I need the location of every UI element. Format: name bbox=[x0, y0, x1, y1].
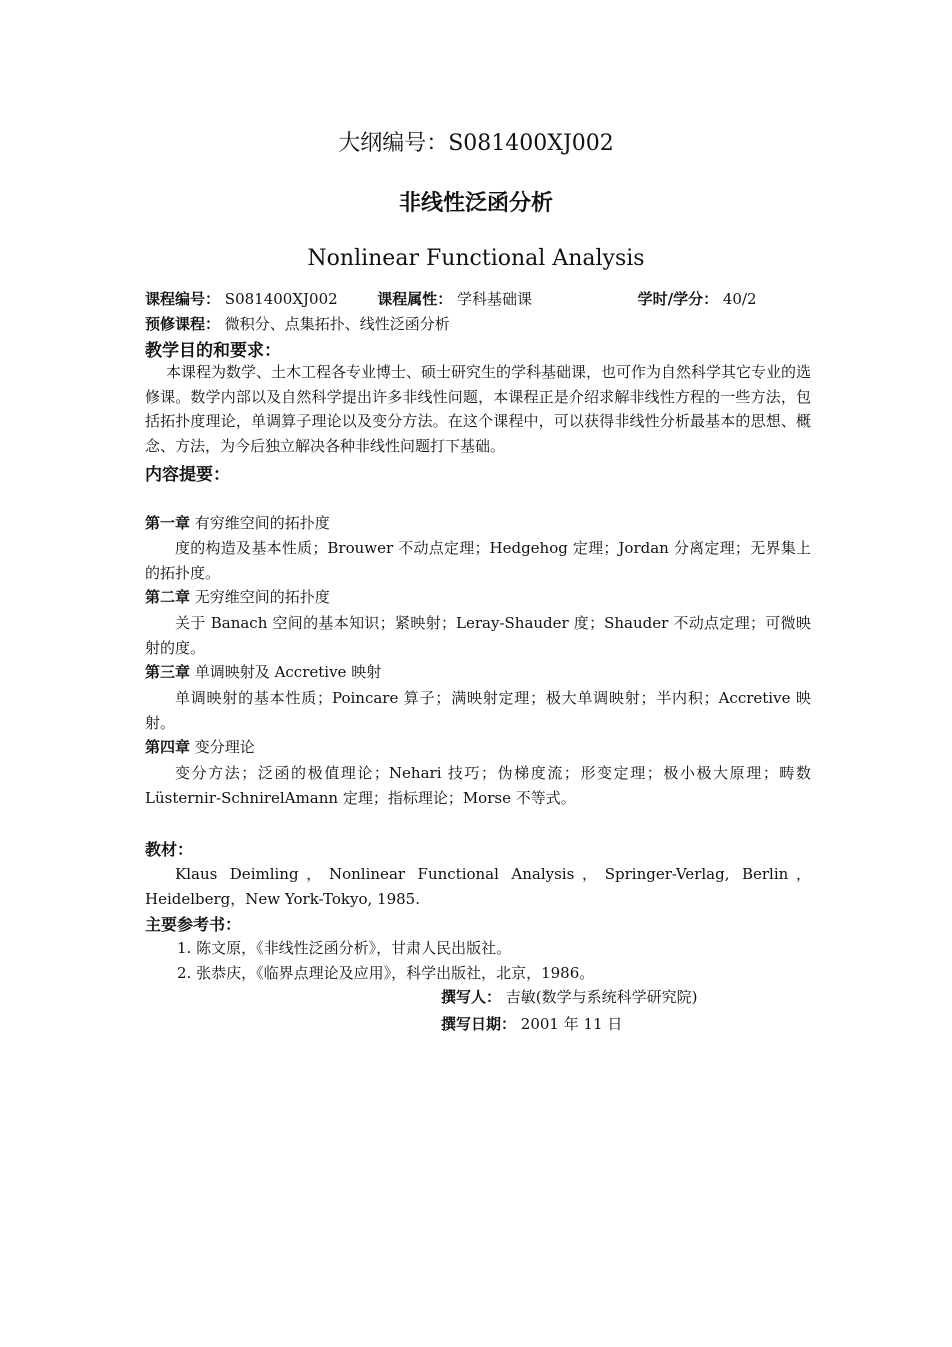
chapter-4-title: 变分理论 bbox=[194, 738, 255, 756]
chapter-1-title: 有穷维空间的拓扑度 bbox=[194, 514, 330, 532]
objective-paragraph: 本课程为数学、土木工程各专业博士、硕士研究生的学科基础课，也可作为自然科学其它专业的选修课。数学内部以及自然科学提出许多非线性问题，本课程正是介绍求解非线性方程的一些方法，包括拓扑度理论，单调算子理论以及变分方法。在这个课程中，可以获得非线性分析最基本的思想、概念、方法，为今后独立解决各种非线性问题打下基础。 bbox=[145, 363, 812, 455]
chapter-2-text: 关于 Banach 空间的基本知识；紧映射；Leray-Shauder 度；Shauder 不动点定理；可微映射的度。 bbox=[145, 614, 811, 657]
reference-item-2: 2. 张恭庆，《临界点理论及应用》，科学出版社，北京，1986。 bbox=[177, 964, 595, 982]
course-code-value: S081400XJ002 bbox=[224, 290, 338, 308]
date-label: 撰写日期： bbox=[441, 1015, 517, 1033]
chapter-4-number: 第四章 bbox=[145, 738, 191, 756]
chapter-4-heading bbox=[145, 736, 255, 757]
chapter-2-heading bbox=[145, 586, 330, 607]
course-hours-value: 40/2 bbox=[722, 290, 757, 308]
references-heading: 主要参考书： bbox=[145, 915, 242, 934]
author-label: 撰写人： bbox=[441, 988, 502, 1006]
chapter-1-text: 度的构造及基本性质；Brouwer 不动点定理；Hedgehog 定理；Jordan 分离定理；无界集上的拓扑度。 bbox=[145, 539, 811, 582]
contents-heading: 内容提要： bbox=[145, 465, 230, 485]
author-value: 吉敏(数学与系统科学研究院) bbox=[505, 988, 698, 1006]
prerequisite-label: 预修课程： bbox=[145, 315, 221, 333]
course-title-en: Nonlinear Functional Analysis bbox=[307, 246, 645, 271]
chapter-3-text: 单调映射的基本性质；Poincare 算子；满映射定理；极大单调映射；半内积；Accretive 映射。 bbox=[145, 689, 811, 732]
course-meta-row bbox=[145, 288, 757, 309]
chapter-3-number: 第三章 bbox=[145, 663, 191, 681]
course-attribute-value: 学科基础课 bbox=[457, 290, 533, 308]
chapter-2-number: 第二章 bbox=[145, 588, 191, 606]
date-row bbox=[441, 1013, 622, 1034]
prerequisite-value: 微积分、点集拓扑、线性泛函分析 bbox=[224, 315, 450, 333]
reference-item-1: 1. 陈文原，《非线性泛函分析》，甘肃人民出版社。 bbox=[177, 939, 512, 957]
chapter-4-text: 变分方法；泛函的极值理论；Nehari 技巧；伪梯度流；形变定理；极小极大原理；畴数 Lüsternir-SchnirelAmann 定理；指标理论；Morse 不等式。 bbox=[145, 764, 811, 807]
objective-heading: 教学目的和要求： bbox=[145, 341, 281, 361]
chapter-1-heading bbox=[145, 512, 330, 533]
date-value: 2001 年 11 日 bbox=[520, 1015, 623, 1033]
syllabus-code-line: 大纲编号：S081400XJ002 bbox=[338, 131, 614, 156]
author-row bbox=[441, 986, 698, 1007]
textbook-text: Klaus Deimling，Nonlinear Functional Analysis，Springer-Verlag, Berlin，Heidelberg，New York-Tokyo, 1985. bbox=[145, 865, 811, 908]
course-hours-label: 学时/学分： bbox=[637, 290, 719, 308]
course-attribute-label: 课程属性： bbox=[377, 290, 453, 308]
chapter-3-heading bbox=[145, 661, 381, 682]
course-title-cn: 非线性泛函分析 bbox=[398, 191, 553, 216]
chapter-3-title: 单调映射及 Accretive 映射 bbox=[194, 663, 382, 681]
course-code-label: 课程编号： bbox=[145, 290, 221, 308]
textbook-heading: 教材： bbox=[145, 840, 194, 859]
chapter-2-title: 无穷维空间的拓扑度 bbox=[194, 588, 330, 606]
prerequisite-row bbox=[145, 313, 450, 334]
chapter-1-number: 第一章 bbox=[145, 514, 191, 532]
